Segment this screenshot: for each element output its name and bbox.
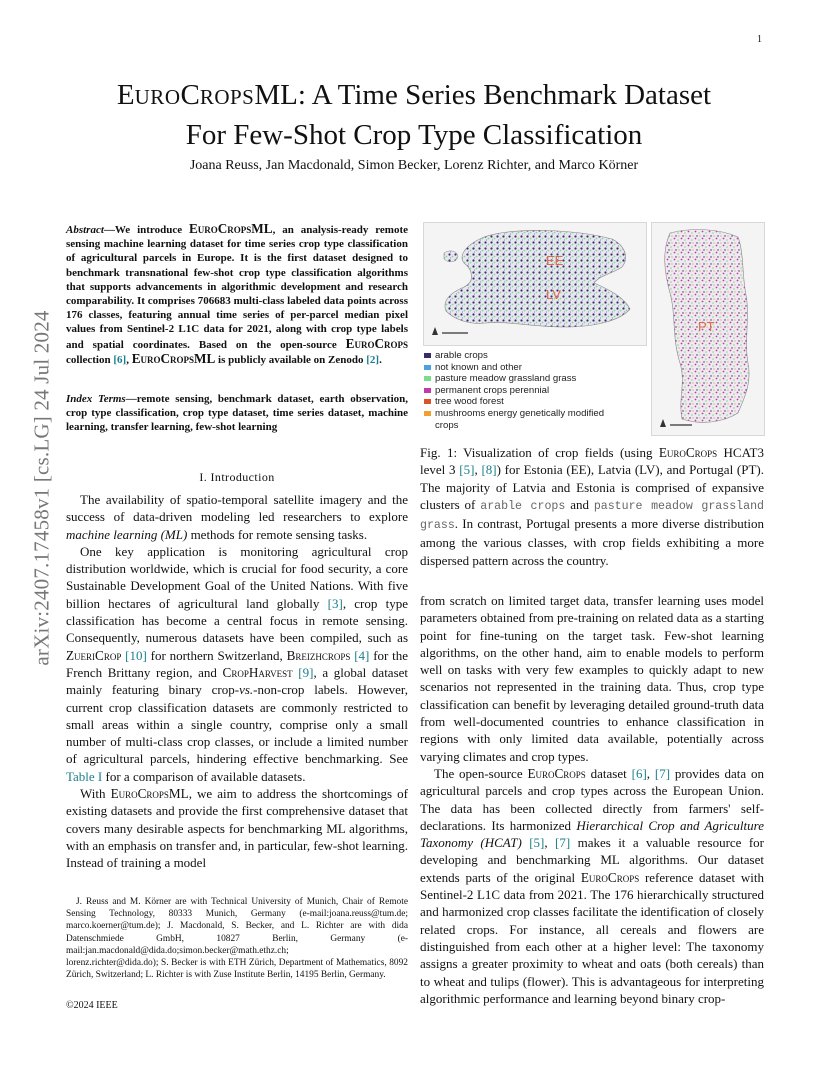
left-column-body: [66, 491, 408, 872]
text: ,: [544, 835, 556, 851]
legend-swatch: [424, 388, 431, 393]
copyright-notice: ©2024 IEEE: [66, 1000, 118, 1011]
baltic-map-graphic: [424, 223, 646, 345]
abstract-text: collection: [66, 353, 114, 366]
text: makes it a valuable resource for developing and benchmarking ML algorithms. Our dataset extends parts of the original: [420, 835, 765, 885]
citation-link[interactable]: [10]: [125, 647, 147, 663]
section-heading: I. Introduction: [199, 470, 275, 484]
abstract-text: —We introduce: [103, 224, 189, 236]
legend-swatch: [424, 365, 431, 370]
citation-link[interactable]: [8]: [481, 462, 497, 478]
text: ,: [474, 462, 482, 478]
legend-label: tree wood forest: [435, 396, 504, 408]
baltic-map: [423, 222, 647, 346]
text: HCAT3 level 3: [420, 445, 764, 478]
text: , we aim to address the shortcomings of existing datasets and provide the first comprehensive dataset that covers many desirable aspects for benchmarking ML algorithms, with an emphasis on transfer and, in particular, few-shot learning. Instead of training a model: [66, 786, 409, 871]
title-line1-rest: ML: A Time Series Benchmark Dataset: [254, 79, 712, 111]
citation-link[interactable]: [4]: [354, 647, 370, 663]
legend-label: pasture meadow grassland grass: [435, 373, 577, 385]
citation-link[interactable]: [6]: [631, 765, 647, 781]
text: provides data on agricultural parcels and crop types across the European Union. The data has been collected directly from farmers' self-declarations. Its harmonized: [420, 765, 765, 833]
map-label-pt: PT: [698, 319, 715, 334]
title-cap: E: [116, 79, 135, 111]
citation-link[interactable]: [7]: [654, 765, 671, 781]
figure-caption: [420, 444, 764, 569]
title-cap: C: [180, 79, 200, 111]
affiliation-footnote: [66, 896, 408, 981]
text: for a comparison of available datasets.: [102, 768, 306, 784]
legend-label: arable crops: [435, 350, 488, 361]
index-terms-text: —remote sensing, benchmark dataset, earth observation, crop type classification, crop type dataset, time series dataset, machine learning, transfer learning, few-shot learning: [66, 393, 408, 434]
legend-item: [424, 362, 624, 374]
dataset-name: EuroCrops: [345, 335, 408, 351]
dataset-name: Breizhcrops: [286, 647, 351, 663]
paragraph: from scratch on limited target data, transfer learning uses model parameters obtained from pre-training on related data as a starting point for fine-tuning on the target task. Few-shot learning algorithms, on the other hand, aim to enable models to perform well on tasks with very few examples to quickly adapt to new scenarios not represented in the training data. Thus, crop type classification can benefit by leveraging detailed ground-truth data from well-documented countries to enhance classification in regions with only limited data available, potentially across varying climates and crop types.: [420, 593, 764, 764]
text: reference dataset with Sentinel-2 L1C data from 2021. The 176 hierarchically structured and harmonized crop classes facilitate the identification of closely related crops. For instance, all cereals and flowers are distinguished from each other at a higher level: The taxonomy assigns a greater proximity to wheat and oats (both cereals) than to wheat and tulips (flower). This is advantageous for interpreting algorithmic performance and learning beyond binary crop-: [420, 869, 764, 1006]
emphasis: machine learning (ML): [66, 526, 188, 542]
legend-label: permanent crops perennial: [435, 384, 550, 396]
dataset-name: EuroCropsML: [110, 786, 189, 802]
text: and: [565, 496, 594, 512]
legend-item: [424, 385, 624, 397]
table-reference-link[interactable]: Table I: [66, 768, 103, 784]
legend-swatch: [424, 411, 431, 416]
text: The open-source: [434, 765, 528, 781]
legend-item: [424, 408, 624, 431]
legend-swatch: [424, 353, 431, 358]
abstract-text: , an analysis-ready remote sensing machine learning dataset for time series crop type classification of agricultural parcels in Europe. It is the first dataset designed to benchmark transnational few-shot crop type classification algorithms that supports advancements in algorithmic development and research comparability. It comprises 706683 multi-class labeled data points across 176 classes, featuring annual time series of per-parcel median pixel values from Sentinel-2 L1C data for 2021, along with crop type labels and spatial coordinates. Based on the open-source: [66, 224, 409, 351]
text: Fig. 1: Visualization of crop fields (using: [420, 445, 659, 460]
abstract-text: is publicly available on Zenodo: [215, 353, 367, 366]
text: The availability of spatio-temporal satellite imagery and the success of data-driven modeling led researchers to explore: [66, 492, 408, 525]
dataset-name: EuroCropsML: [188, 221, 273, 236]
citation-link[interactable]: [2]: [366, 353, 380, 366]
portugal-map-graphic: [652, 223, 764, 435]
paragraph: [420, 765, 764, 1007]
footnote-text: lorenz.richter@dida.do); S. Becker is with ETH Zürich, Department of Mathematics, 8092 Zürich, Switzerland; L. Richter is with Zuse Institute Berlin, 14195 Berlin, Germany.: [66, 958, 408, 981]
portugal-map: [651, 222, 765, 436]
citation-link[interactable]: [6]: [113, 353, 127, 366]
page-number: 1: [757, 34, 762, 45]
legend-item: [424, 373, 624, 385]
text: ) for Estonia (EE), Latvia (LV), and Portugal (PT). The majority of Latvia and Estonia is comprised of expansive clusters of: [420, 462, 765, 512]
title-smallcaps: ROPS: [199, 85, 255, 109]
dataset-name: EuroCropsML: [131, 350, 216, 366]
legend-item: [424, 396, 624, 408]
footnote-text: J. Reuss and M. Körner are with Technical University of Munich, Chair of Remote Sensing Technology, 80333 Munich, Germany (e-mail:joana.reuss@tum.de; marco.koerner@tum.de); J. Macdonald, S. Becker, and L. Richter are with dida Datenschmiede GmbH, 10827 Berlin, Germany (e-mail:jan.macdonald@dida.do;simon.becker@math.ethz.ch;: [66, 897, 408, 956]
citation-link[interactable]: [5]: [529, 835, 545, 851]
emphasis: Hierarchical Crop and Agriculture Taxonomy (HCAT): [420, 817, 764, 851]
dataset-name: EuroCrops: [527, 765, 586, 781]
citation-link[interactable]: [3]: [327, 595, 343, 611]
paragraph: [66, 491, 408, 543]
paragraph: [66, 785, 408, 871]
class-name: arable crops: [480, 499, 566, 513]
emphasis: vs.: [239, 682, 254, 698]
dataset-name: EuroCrops: [658, 445, 718, 460]
title-line2: For Few-Shot Crop Type Classification: [185, 119, 643, 151]
legend-label: mushrooms energy genetically modified crops: [435, 407, 605, 431]
text: for northern Switzerland,: [146, 647, 287, 663]
island-shape: [444, 251, 458, 262]
dataset-name: EuroCrops: [580, 869, 640, 885]
index-terms-label: Index Terms: [66, 393, 126, 405]
citation-link[interactable]: [9]: [298, 664, 314, 680]
title-smallcaps: URO: [134, 85, 181, 109]
legend-swatch: [424, 399, 431, 404]
right-column-body: [420, 592, 764, 1007]
abstract-label: Abstract: [66, 224, 104, 236]
text: methods for remote sensing tasks.: [187, 526, 368, 542]
paragraph: [66, 543, 408, 785]
legend-label: not known and other: [435, 361, 522, 373]
dataset-name: ZueriCrop: [66, 647, 122, 663]
text: With: [80, 786, 111, 802]
paper-title: [60, 76, 768, 154]
class-name: pasture meadow grassland grass: [420, 499, 764, 533]
text: for the French Brittany region, and: [66, 647, 409, 680]
map-label-lv: LV: [546, 287, 561, 302]
abstract: [66, 222, 408, 367]
text: One key application is monitoring agricultural crop distribution worldwide, which is crucial for food security, a core Sustainable Development Goal of the United Nations. With five billion hectares of agricultural land globally: [66, 543, 408, 611]
text: dataset: [585, 765, 632, 781]
legend-item: [424, 350, 624, 362]
arxiv-stamp: arXiv:2407.17458v1 [cs.LG] 24 Jul 2024: [29, 310, 54, 666]
text: . In contrast, Portugal presents a more diverse distribution among the various classes, with crop fields exhibiting a more dispersed pattern across the country.: [420, 516, 764, 568]
text: -non-crop labels. However, current crop classification datasets are commonly restricted to small areas within a single country, comprise only a small number of multi-class crop classes, or include a limited number of agricultural parcels, hindering effective benchmarking. See: [66, 682, 408, 767]
map-legend: [424, 350, 624, 431]
abstract-text: .: [379, 353, 382, 366]
text: , crop type classification has become a central focus in remote sensing. Consequently, numerous datasets have been compiled, such as: [66, 595, 409, 646]
legend-swatch: [424, 376, 431, 381]
dataset-name: CropHarvest: [222, 664, 293, 680]
map-label-ee: EE: [546, 253, 564, 268]
abstract-text: ,: [126, 353, 132, 366]
citation-link[interactable]: [5]: [459, 462, 475, 478]
citation-link[interactable]: [7]: [555, 835, 571, 851]
text: , a global dataset mainly featuring binary crop-: [66, 664, 409, 698]
author-list: Joana Reuss, Jan Macdonald, Simon Becker, Lorenz Richter, and Marco Körner: [189, 158, 639, 173]
index-terms: [66, 392, 408, 435]
text: ,: [646, 765, 655, 781]
